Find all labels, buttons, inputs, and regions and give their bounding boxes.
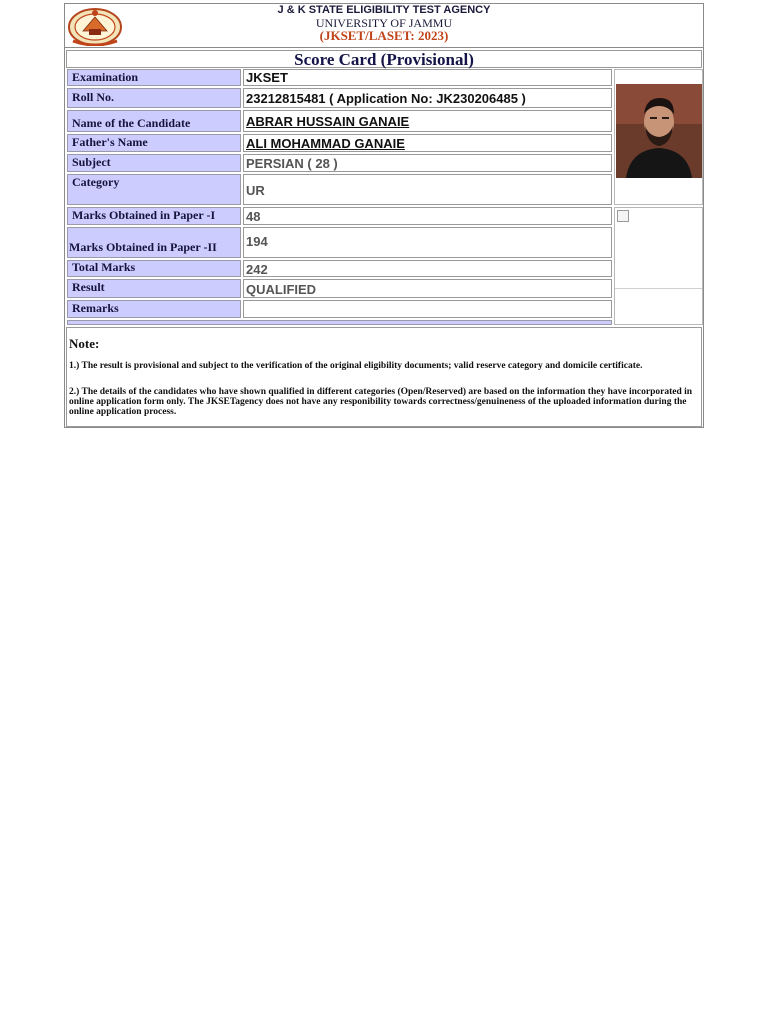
label-remarks: Remarks [67,300,241,318]
value-category: UR [243,174,612,205]
value-remarks [243,300,612,318]
label-category: Category [67,174,241,205]
value-total-marks: 242 [243,260,612,277]
value-paper-2: 194 [243,227,612,258]
value-paper-1: 48 [243,207,612,225]
value-roll-no: 23212815481 ( Application No: JK230206485 ) [243,88,612,108]
exam-line: (JKSET/LASET: 2023) [319,28,449,43]
note-section [66,327,702,427]
header [65,4,703,48]
label-paper-2: Marks Obtained in Paper -II [67,227,241,258]
value-fathers-name: ALI MOHAMMAD GANAIE [243,134,612,152]
note-item-2: 2.) The details of the candidates who have shown qualified in different categories (Open/Reserved) are based on the information they have incorporated in online application form only. The JKSETagency does not have any responibility towards correctness/genuineness of the uploaded information during the online application process. [69,387,693,417]
label-subject: Subject [67,154,241,172]
label-total-marks: Total Marks [67,260,241,277]
broken-image-icon [617,210,629,222]
score-card [64,3,704,428]
university-name: UNIVERSITY OF JAMMU [315,16,453,30]
page-title: Score Card (Provisional) [66,50,702,68]
table-bottom-bar [67,320,612,325]
label-examination: Examination [67,69,241,86]
signature-frame [614,207,703,325]
signature-area [615,208,702,289]
value-examination: JKSET [243,69,612,86]
value-result: QUALIFIED [243,279,612,298]
agency-name: J & K STATE ELIGIBILITY TEST AGENCY [277,4,491,16]
label-paper-1: Marks Obtained in Paper -I [67,207,241,225]
candidate-photo [616,84,702,178]
label-candidate-name: Name of the Candidate [67,110,241,132]
value-subject: PERSIAN ( 28 ) [243,154,612,172]
note-title: Note: [69,336,100,351]
photo-frame [614,69,703,205]
label-result: Result [67,279,241,298]
note-item-1: 1.) The result is provisional and subject to the verification of the original eligibility documents; valid reserve category and domicile certificate. [69,361,643,371]
label-roll-no: Roll No. [67,88,241,108]
value-candidate-name: ABRAR HUSSAIN GANAIE [243,110,612,132]
label-fathers-name: Father's Name [67,134,241,152]
